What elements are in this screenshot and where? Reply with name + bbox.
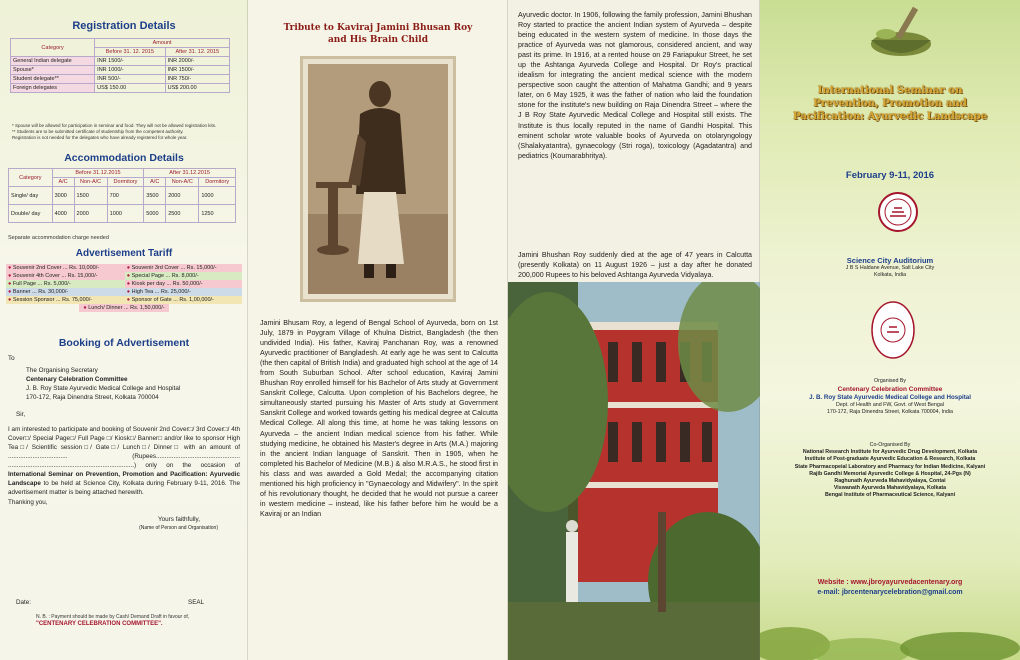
payment-note: N. B. : Payment should be made by Cash/ Demand Draft in favour of, xyxy=(36,614,190,620)
tariff-item: ● Lunch/ Dinner ... Rs. 1,50,000/- xyxy=(79,304,168,312)
tariff-item: ● Sponsor of Gate ... Rs. 1,00,000/- xyxy=(125,296,242,304)
tribute-title: Tribute to Kaviraj Jamini Bhusan Roy and His Brain Child xyxy=(283,23,473,45)
booking-form: To The Organising Secretary Centenary Celebration Committee J. B. Roy State Ayurvedic Medical College and Hospital 170-172, Raja Dinendra Street, Kolkata 700004 Sir, I am interested to participate and booking of Souvenir 2nd Cover□/ 3rd Cover□/ 4th Cover□/ Special Page□/ Full Page □/ Kiosk□/ Banner□ and/or like to sponsor High Tea□/ Scientific session□/ Gate□/ Lunch□/ Dinner□ with an amount of .................................. (Rupees................................................ ........................................................................) only on the occasion of International Seminar on Prevention, Promotion and Pacification: Ayurvedic Landscape to be held at Science City, Kolkata during February 9-11, 2016. The advertisement matter is being attached herewith. Thanking you, Yours faithfully, (Name of Person and Organisation) xyxy=(8,355,240,531)
date-label: Date: xyxy=(16,599,32,606)
leaf-decoration-icon xyxy=(760,600,1020,660)
panel-cover xyxy=(760,0,1020,660)
tariff-item: ● Special Page ... Rs. 8,000/- xyxy=(125,272,242,280)
reg-after-header: After 31. 12. 2015 xyxy=(165,48,229,57)
tariff-item: ● High Tea ... Rs. 25,000/- xyxy=(125,288,242,296)
portrait-photo xyxy=(300,56,456,302)
tariff-item: ● Banner ... Rs. 30,000/- xyxy=(6,288,125,296)
table-row: General Indian delegate INR 1500/- INR 2000/- xyxy=(11,57,230,66)
organiser-block: Organised By Centenary Celebration Committee J. B. Roy State Ayurvedic Medical College and Hospital Dept. of Health and FW, Govt. of West Bengal 170-172, Raja Dinendra Street, Kolkata 700004, India xyxy=(809,378,971,416)
booking-title: Booking of Advertisement xyxy=(58,337,190,349)
tariff-item: ● Kiosk per day ... Rs. 50,000/- xyxy=(125,280,242,288)
building-illustration xyxy=(508,282,760,660)
panel-tribute xyxy=(248,0,508,660)
reg-category-header: Category xyxy=(11,39,95,57)
college-building-photo xyxy=(508,282,760,660)
payee: "CENTENARY CELEBRATION COMMITTEE". xyxy=(36,621,163,627)
registration-notes: * Spouse will be allowed for participation in seminar and food. They will not be allowed registration kits. ** Students are to be submitted certificate of studentship from the competent authority. Registration is not needed for the delegates who have already registered for whole year. xyxy=(12,123,217,140)
portrait-figure xyxy=(308,64,448,294)
contact-block xyxy=(760,578,1020,598)
table-row: Double/ day 4000 2000 1000 5000 2500 1250 xyxy=(9,205,236,223)
tariff-list xyxy=(6,264,242,312)
centenary-logo-icon xyxy=(870,300,916,360)
tariff-item: ● Souvenir 3rd Cover ... Rs. 15,000/- xyxy=(125,264,242,272)
registration-table xyxy=(10,38,230,93)
accommodation-table: Category Before 31.12.2015 After 31.12.2015 A/C Non-A/C Dormitory A/C Non-A/C Dormitory Single/ day 3000 1500 700 3500 2000 1000 Double/ day 4000 2000 1000 5000 2500 1250 xyxy=(8,168,236,223)
conference-title: International Seminar on Prevention, Promotion and Pacification: Ayurvedic Landscape xyxy=(792,84,988,122)
co-organiser-block: Co-Organised By National Research Institute for Ayurvedic Drug Development, Kolkata Institute of Post-graduate Ayurvedic Education & Research, Kolkata State Pharmacopeial Laboratory and Pharmacy for Indian Medicine, Kalyani Rajib Gandhi Memorial Ayurvedic College & Hospital, 24-Pgs (N) Raghunath Ayurveda Mahavidyalaya, Contai Viswanath Ayurveda Mahavidyalaya, Kolkata Bengal Institute of Pharmaceutical Science, Kalyani xyxy=(794,442,986,499)
continued-para-1: Ayurvedic doctor. In 1906, following the family profession, Jamini Bhushan Roy started to practice the ancient Indian system of Ayurveda – despite being educated in the western system of medicine. In those days the practice of Ayurveda was not glamorous, considered ancient, and way past its prime. In 1916, at a rented house on 29 Fariapukur Street, he set up the Ashtanga Ayurveda College and Hospital. Dr Roy's practical idealism for integrating the ancient medical science with the modern perspective soon caught the attention of Mahatma Gandhi; and 9 years later, on 6 May 1925, it was the father of nation who laid the foundation stone for the institute's new building on Raja Dinendra Street – where the J B Roy State Ayurvedic Medical College and Hospital still exists. The Institute is thus locally reputed in the name of Gandhi Hospital. This eminent scholar wrote valuable books of Ayurveda on otolaryngology (Shalakyatantra), gynaecology (Stri roga), toxicology (Agadatantra) and pediatrics (Koumarabhritya). xyxy=(518,11,752,160)
seal-label: SEAL xyxy=(188,599,205,606)
panel-continued xyxy=(508,0,760,660)
tariff-item: ● Full Page ... Rs. 5,000/- xyxy=(6,280,125,288)
table-row: Single/ day 3000 1500 700 3500 2000 1000 xyxy=(9,187,236,205)
table-row: Spouse* INR 1000/- INR 1500/- xyxy=(11,66,230,75)
tariff-title: Advertisement Tariff xyxy=(75,248,173,259)
table-row: Student delegate** INR 500/- INR 750/- xyxy=(11,75,230,84)
conference-dates: February 9-11, 2016 xyxy=(845,170,935,181)
tribute-body: Jamini Bhusam Roy, a legend of Bengal School of Ayurveda, born on 1st July, 1879 in Poygram Village of Khulna District, Bangladesh (the then undivided India). His father, Kaviraj Panchanan Roy, was a renowned Ayurvedic practitioner of Bangladesh. At early age he was sent to Calcutta (the then capital of British India) and graduated high school at the age of 14 from South Suburban School. After school education, Kaviraj Jamini Bhushan Roy enrolled himself for his Bachelor of Arts study at Government Sanskrit College, Calcutta. Upon completion of his Bachelors degree, he simultaneously started pursuing his Master of Arts study at Government Sanskrit College and worked towards getting his medical degree at Calcutta Medical College. All along this time, at home he was taking lessons on Ayurveda – the ancient Indian medical science from his father. While studying medicine, he obtained his Master's degree in Arts (M.A.) majoring in the ancient Indian language of Sanskrit. Then in 1905, when he completed his Bachelor of Medicine (M.B.) & also M.R.A.S., he stood first in his class and was awarded a Gold Medal; the accompanying citation mentioned his high proficiency in "Gynaecology and Midwifery". In the spirit of his revolutionary thought, he decided that he would not pursue a career in western medicine – instead, like his father before him he would be a Kaviraj or an Indian xyxy=(260,319,498,518)
registration-title: Registration Details xyxy=(72,20,176,32)
website-link[interactable]: Website : www.jbroyayurvedacentenary.org xyxy=(817,579,963,586)
email-link[interactable]: e-mail: jbrcentenarycelebration@gmail.com xyxy=(817,589,963,596)
mortar-pestle-icon xyxy=(856,4,946,64)
tariff-item: ● Souvenir 4th Cover ... Rs. 15,000/- xyxy=(6,272,125,280)
continued-para-2: Jamini Bhushan Roy suddenly died at the age of 47 years in Calcutta (presently Kolkata) on 11 August 1926 – just a day after he donated 200,000 Rupees to his beloved Ashtanga Ayurveda Vidyalaya. xyxy=(518,251,752,280)
accommodation-title: Accommodation Details xyxy=(64,152,184,164)
table-row: Foreign delegates US$ 150.00 US$ 200.00 xyxy=(11,84,230,93)
reg-before-header: Before 31. 12. 2015 xyxy=(95,48,165,57)
college-emblem-icon xyxy=(878,192,918,232)
tariff-item: ● Session Sponsor ... Rs. 75,000/- xyxy=(6,296,125,304)
reg-amount-header: Amount xyxy=(95,39,230,48)
venue: Science City Auditorium J B S Haldane Avenue, Salt Lake City Kolkata, India xyxy=(845,256,935,279)
panel-registration xyxy=(0,0,248,660)
tariff-item: ● Souvenir 2nd Cover ... Rs. 10,000/- xyxy=(6,264,125,272)
accommodation-note: Separate accommodation charge needed xyxy=(8,235,109,241)
